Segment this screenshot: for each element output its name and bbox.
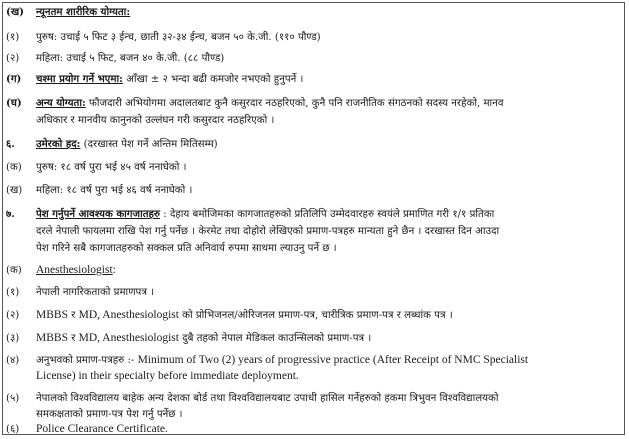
- item-number: (२): [6, 310, 20, 321]
- item-text: नेपाली नागरिकताको प्रमाणपत्र ।: [36, 287, 155, 298]
- section-heading: अन्य योग्यता:: [36, 97, 86, 109]
- item-number: (६): [6, 424, 20, 435]
- document-page: [2, 2, 625, 435]
- item-number: (क): [6, 162, 22, 173]
- item-number: (ग): [6, 73, 22, 85]
- item-text-latin: MD, Anesthesiologist: [78, 332, 179, 344]
- item-text: र: [67, 310, 79, 321]
- item-number: (१): [6, 32, 20, 43]
- item-text: :: [112, 264, 116, 276]
- item-text: महिला: १८ वर्ष पुरा भई ४६ वर्ष ननाघेको ।: [36, 185, 193, 196]
- item-number: (१): [6, 287, 20, 298]
- item-number: (ख): [6, 185, 23, 196]
- section-heading: पेश गर्नुपर्ने आवश्यक कागजातहरु: [36, 208, 161, 220]
- item-number: (२): [6, 53, 20, 64]
- item-text-latin: Minimum of Two (2) years of progressive practice (After Receipt of NMC Specialist: [137, 354, 529, 366]
- section-heading: न्यूनतम शारीरिक योग्यता:: [36, 6, 131, 18]
- item-text: पुरुष: उचाई ५ फिट ३ ईन्च, छाती ३२-३४ ईन्च, बजन ५० के.जी. (११० पौण्ड): [36, 32, 321, 43]
- item-text: पुरुष: १८ वर्ष पुरा भई ४५ वर्ष ननाघेको ।: [36, 162, 187, 173]
- item-text: आँखा ± २ भन्दा बढी कमजोर नभएको हुनुपर्ने ।: [122, 74, 304, 85]
- item-text: नेपालको विश्वविद्यालय बाहेक अन्य देशका बोर्ड तथा विश्वविद्यालयबाट उपाधी हासिल गर्नेहरुको हकमा त्रिभुवन विश्वविद्यालयको: [36, 393, 499, 404]
- item-number: ७.: [6, 208, 15, 220]
- item-text: महिला: उचाई ५ फिट, बजन ४० के.जी. (८८ पौण्ड): [36, 53, 225, 64]
- item-number: (५): [6, 393, 20, 404]
- item-text-continued: अधिकार र मानवीय कानुनको उल्लंघन गरी कसुरदार नठहरिएको ।: [36, 115, 275, 126]
- item-text-continued: पेश गरिने सबै कागजातहरुको सक्कल प्रति अनिवार्य रुपमा साथमा ल्याउनु पर्ने छ ।: [36, 243, 337, 254]
- item-text: र: [67, 333, 79, 344]
- item-text-latin: Police Clearance Certificate.: [36, 423, 168, 435]
- item-text: : देहाय बमोजिमका कागजातहरुको प्रतिलिपि उम्मेदवारहरु स्वयंले प्रमाणित गरी १/१ प्रतिका: [160, 209, 495, 220]
- item-number: (घ): [6, 97, 22, 109]
- item-text-continued: समकक्षताको प्रमाण-पत्र पेश गर्नु पर्नेछ ।: [36, 409, 183, 420]
- item-number: (क): [6, 265, 22, 276]
- item-text: फौजदारी अभियोगमा अदालतबाट कुनै कसुरदार नठहरिएको, कुनै पनि राजनीतिक संगठनको सदस्य नरहेको, मानव: [85, 98, 504, 109]
- item-text: को प्रोभिजनल/ओरिजनल प्रमाण-पत्र, चारीत्रिक प्रमाण-पत्र र लब्धांक पत्र ।: [178, 310, 453, 321]
- item-number: (ख): [6, 6, 24, 18]
- item-text-continued: दरले नेपाली फायलमा राखि पेश गर्नु पर्नेछ । केरमेट तथा दोहोरो लेखिएको प्रमाण-पत्रहरु मान्यता हुने छैन । दरखास्त दिन आउदा: [36, 226, 500, 237]
- item-text: (दरखास्त पेश गर्ने अन्तिम मितिसम्म): [80, 139, 218, 150]
- item-number: (३): [6, 333, 20, 344]
- subsection-heading: Anesthesiologist: [36, 264, 113, 276]
- item-text-latin: MBBS: [36, 309, 68, 321]
- item-number: (४): [6, 355, 20, 366]
- item-text: अनुभवको प्रमाण-पत्रहरु :-: [36, 355, 138, 366]
- item-text-continued: License) in their specialty before immediate deployment.: [36, 370, 299, 382]
- item-number: ६.: [6, 138, 15, 150]
- section-heading: उमेरको हद:: [36, 138, 81, 150]
- section-heading: चश्मा प्रयोग गर्ने भएमा:: [36, 73, 123, 85]
- item-text-latin: MD, Anesthesiologist: [78, 309, 179, 321]
- item-text-latin: MBBS: [36, 332, 68, 344]
- item-text: दुबै तहको नेपाल मेडिकल काउन्सिलको प्रमाण-पत्र ।: [178, 333, 372, 344]
